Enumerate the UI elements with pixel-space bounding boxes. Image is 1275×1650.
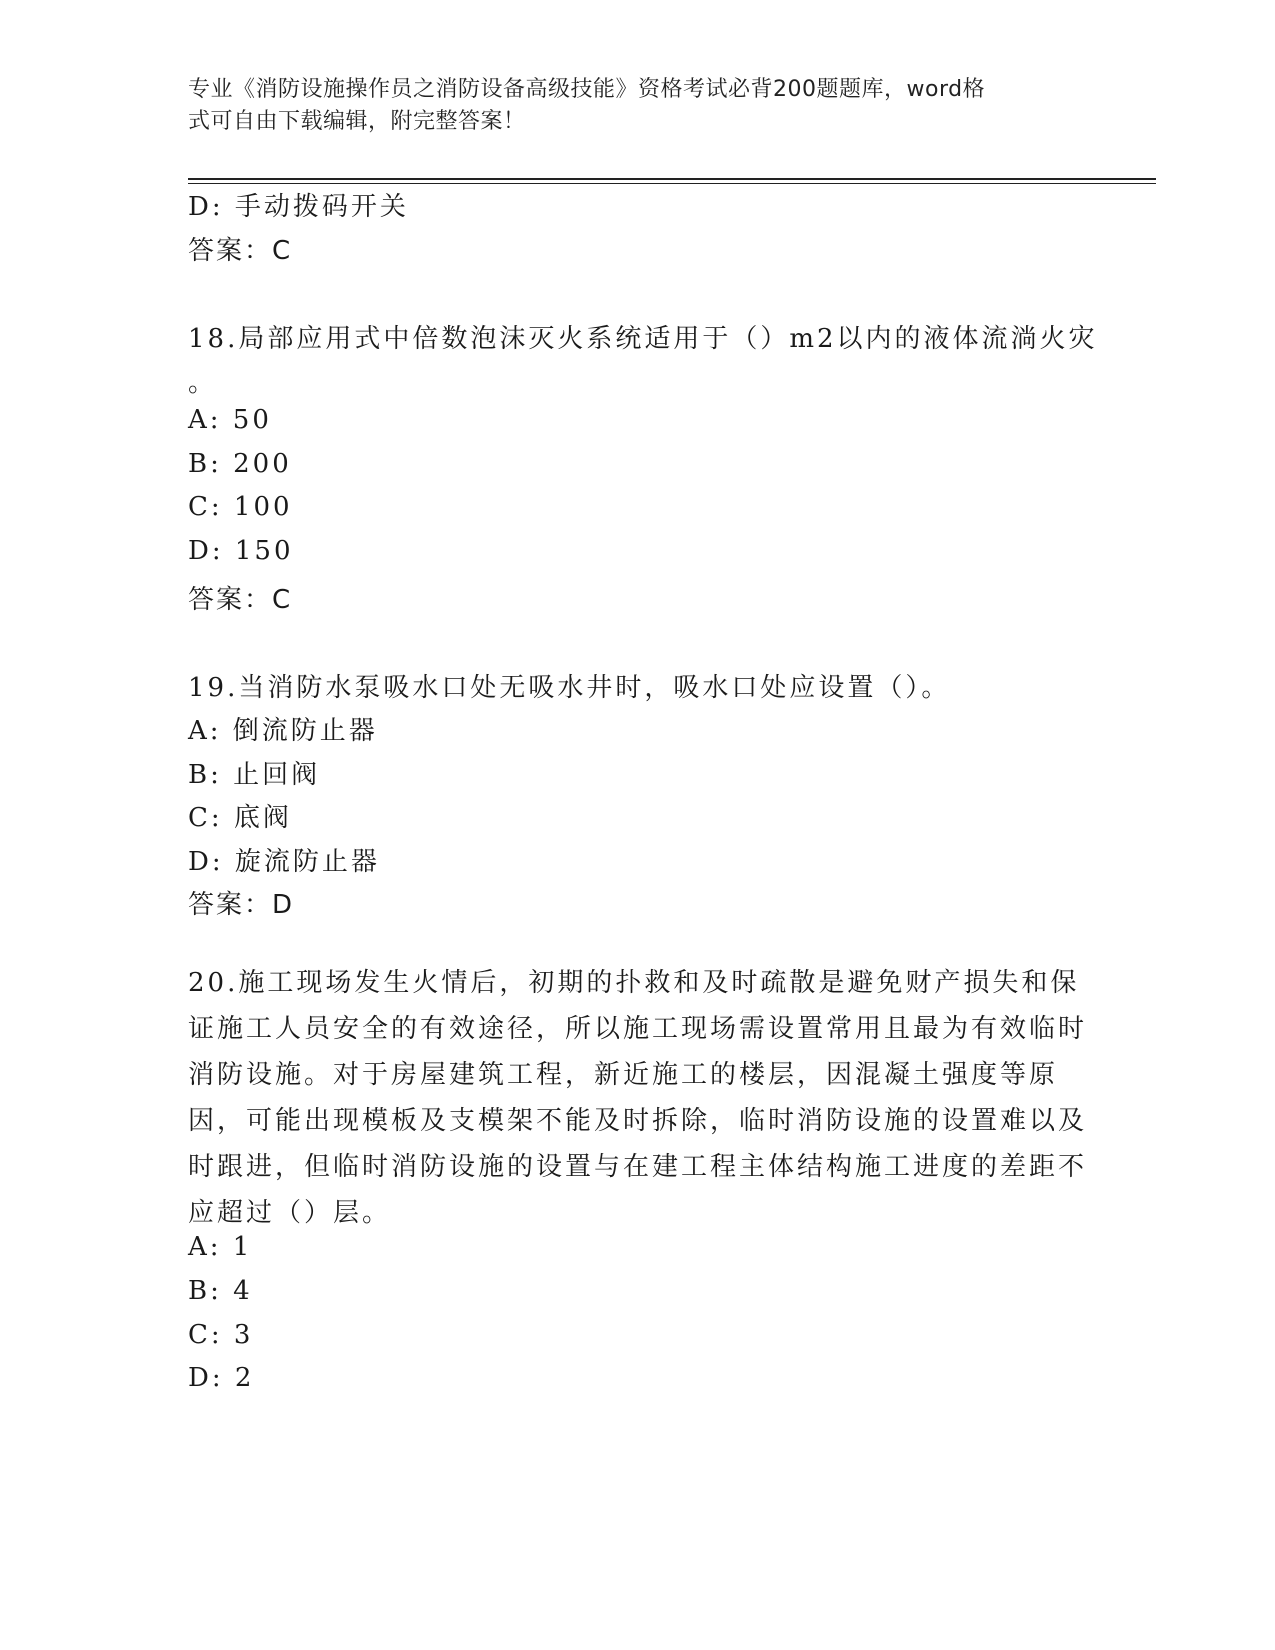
q18-answer: 答案：C [188, 585, 293, 615]
q20-option-b: B: 4 [188, 1276, 253, 1306]
q19-option-c: C: 底阀 [188, 803, 292, 833]
header-line-2: 式可自由下载编辑，附完整答案！ [188, 109, 526, 134]
q19-option-a: A: 倒流防止器 [188, 716, 378, 746]
prev-option-d: D: 手动拨码开关 [188, 192, 409, 222]
q20-stem: 20.施工现场发生火情后，初期的扑救和及时疏散是避免财产损失和保证施工人员安全的有效途径，所以施工现场需设置常用且最为有效临时消防设施。对于房屋建筑工程，新近施工的楼层，因混凝土强度等原因，可能出现模板及支模架不能及时拆除，临时消防设施的设置难以及时跟进，但临时消防设施的设置与在建工程主体结构施工进度的差距不应超过（）层。 [188, 968, 1088, 1228]
header-divider-thin [188, 183, 1156, 184]
q20-option-a: A: 1 [188, 1232, 253, 1262]
document-header [188, 74, 1068, 138]
header-line-1: 专业《消防设施操作员之消防设备高级技能》资格考试必背200题题库，word格 [188, 77, 986, 102]
q19-stem: 19.当消防水泵吸水口处无吸水井时，吸水口处应设置（）。 [188, 673, 951, 703]
q19-option-d: D: 旋流防止器 [188, 847, 380, 877]
q18-option-c: C: 100 [188, 492, 293, 522]
q18-option-d: D: 150 [188, 536, 294, 566]
q18-option-a: A: 50 [188, 405, 272, 435]
q18-stem-line-2: 。 [188, 368, 218, 398]
prev-answer: 答案：C [188, 236, 293, 266]
q18-option-b: B: 200 [188, 449, 292, 479]
q18-stem-line-1: 18.局部应用式中倍数泡沫灭火系统适用于（）m2以内的液体流淌火灾 [188, 324, 1098, 354]
q19-option-b: B: 止回阀 [188, 760, 321, 790]
q19-answer: 答案：D [188, 890, 295, 920]
q20-option-d: D: 2 [188, 1363, 255, 1393]
header-divider-thick [188, 178, 1156, 180]
q20-option-c: C: 3 [188, 1320, 254, 1350]
